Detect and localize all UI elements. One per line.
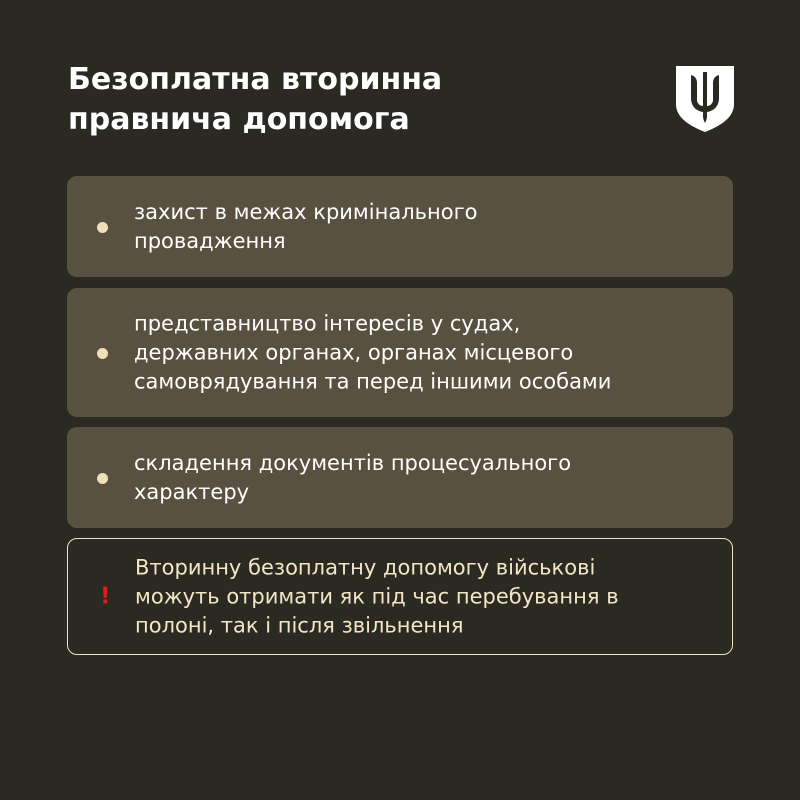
text-line: складення документів процесуального [134,450,572,475]
text-line: Вторинну безоплатну допомогу військові [135,555,596,579]
notice-text [135,553,716,640]
text-line: характеру [134,479,250,504]
list-item [67,427,733,528]
bullet-icon [97,473,108,484]
text-line: захист в межах кримінального [134,199,478,224]
list-item-text [134,309,713,396]
list-item [67,176,733,277]
exclamation-icon: ! [100,582,111,609]
text-line: державних органах, органах місцевого [134,340,574,364]
text-line: можуть отримати як під час перебування в [135,584,619,608]
bullet-icon [97,222,108,233]
trident-shield-icon [676,66,734,132]
text-line: полоні, так і після звільнення [135,613,464,637]
text-line: провадження [134,228,286,253]
text-line: представництво інтересів у судах, [134,311,521,335]
list-item-text [134,198,713,256]
text-line: самоврядування та перед іншими особами [134,369,612,393]
notice-box [67,538,733,655]
list-item [67,288,733,417]
list-item-text [134,449,713,507]
bullet-icon [97,348,108,359]
title-line: правнича допомога [68,102,410,137]
title-line: Безоплатна вторинна [68,62,443,97]
page-title [68,60,628,140]
